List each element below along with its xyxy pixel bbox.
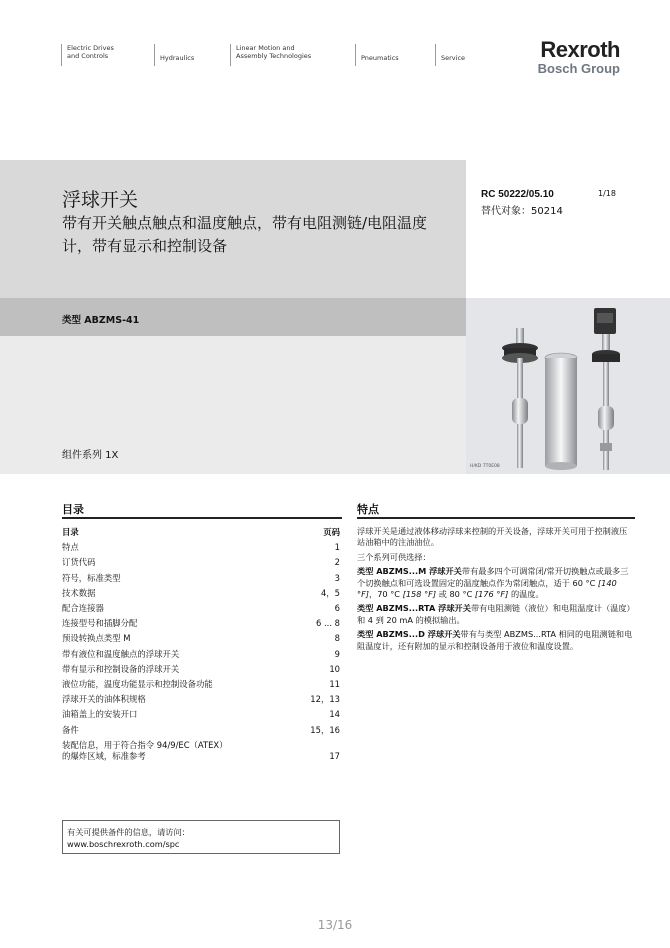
toc-row-text: 带有液位和温度触点的浮球开关 (62, 648, 180, 659)
nav-label: Pneumatics (361, 54, 399, 62)
nav-label: Hydraulics (160, 54, 195, 62)
features-paragraph: 三个系列可供选择： (357, 551, 431, 562)
spare-parts-note (62, 820, 340, 854)
toc-row-page: 2 (334, 557, 340, 568)
toc-row-text: 预设转换点类型 M (62, 633, 131, 644)
document-code: RC 50222/05.10 (481, 189, 554, 200)
toc-row[interactable] (62, 677, 342, 692)
page-count: 1/18 (598, 189, 616, 198)
nav-electric-drives[interactable] (61, 44, 151, 66)
features-paragraph-d (357, 629, 635, 652)
series-label: 组件系列 1X (62, 450, 119, 461)
toc-heading: 目录 (62, 503, 84, 516)
nav-pneumatics[interactable] (355, 44, 430, 66)
type-m-desc-3: 或 80 °C (438, 589, 473, 600)
toc-row-page: 6 (334, 603, 340, 614)
toc-row[interactable] (62, 616, 342, 631)
type-m-desc: 带有最多四个可调常闭/常开切换触点或最多三个切换触点和可选设置固定的温度触点作为常闭触点，适于 60 °C (357, 566, 629, 588)
replaces-label: 替代对象：50214 (481, 206, 563, 217)
toc-row-page: 15，16 (310, 724, 340, 735)
type-d-desc: 带有与类型 ABZMS...RTA 相同的电阻测链和电阻温度计，还有附加的显示和控制设备用于液位和温度设置。 (357, 629, 633, 651)
toc-row-text-line2: 的爆炸区域，标准参考 (62, 750, 146, 761)
toc-row-page: 1 (334, 542, 340, 553)
nav-label-line2: Assembly Technologies (236, 52, 312, 60)
nav-label: Service (441, 54, 466, 62)
toc-row-page: 9 (334, 648, 340, 659)
toc-row[interactable] (62, 692, 342, 707)
nav-linear-motion[interactable] (230, 44, 350, 66)
nav-hydraulics[interactable] (154, 44, 226, 66)
float-switch-illustration (466, 298, 670, 474)
note-text: 有关可提供备件的信息，请访问： (67, 827, 190, 837)
toc-row-page: 17 (329, 750, 340, 761)
page-title: 浮球开关 (62, 189, 139, 211)
toc-row-page: 14 (329, 709, 340, 720)
toc-row-text: 油箱盖上的安装开口 (62, 709, 138, 720)
toc-row-text: 液位功能，温度功能显示和控制设备功能 (62, 679, 213, 690)
temp-f-1: [140 °F] (357, 577, 617, 600)
temp-f-2: [158 °F] (402, 589, 437, 600)
toc-row-page: 12，13 (310, 694, 340, 705)
toc-row[interactable] (62, 738, 342, 762)
toc-row[interactable] (62, 540, 342, 555)
nav-label-line2: and Controls (67, 52, 109, 60)
toc-row[interactable] (62, 647, 342, 662)
toc-row-page: 4，5 (320, 587, 340, 598)
toc-row-text: 技术数据 (62, 587, 96, 598)
toc-row[interactable] (62, 631, 342, 646)
type-m-name: 类型 ABZMS...M 浮球开关 (357, 566, 462, 577)
toc-row[interactable] (62, 723, 342, 738)
toc-row-text: 符号，标准类型 (62, 572, 121, 583)
temp-f-3: [176 °F] (474, 589, 509, 600)
features-paragraph-rta (357, 603, 635, 626)
page-number: 13/16 (317, 918, 353, 932)
nav-service[interactable] (435, 44, 490, 66)
toc-row-text: 订货代码 (62, 557, 96, 568)
toc-rule (62, 517, 342, 519)
nav-label-line1: Electric Drives (67, 44, 114, 52)
spare-parts-link[interactable]: www.boschrexroth.com/spc (67, 839, 180, 849)
features-text (357, 526, 635, 655)
toc-row[interactable] (62, 571, 342, 586)
features-heading: 特点 (357, 503, 379, 516)
page-subtitle: 带有开关触点触点和温度触点，带有电阻测链/电阻温度计，带有显示和控制设备 (62, 214, 428, 255)
toc-row-text-line1: 装配信息，用于符合指令 94/9/EC（ATEX） (62, 739, 228, 750)
toc-col-page: 页码 (323, 527, 340, 537)
toc-row-text: 配合连接器 (62, 603, 104, 614)
toc-row-text: 备件 (62, 724, 79, 735)
toc-row[interactable] (62, 586, 342, 601)
features-paragraph-m (357, 566, 635, 600)
photo-id: H/KD 7T0E08 (470, 464, 500, 469)
type-m-desc-4: 的温度。 (510, 589, 544, 600)
toc-row-text: 带有显示和控制设备的浮球开关 (62, 663, 180, 674)
table-of-contents (62, 525, 342, 762)
rexroth-logo (538, 38, 620, 76)
brand-subtitle: Bosch Group (537, 61, 620, 76)
toc-row-page: 3 (334, 572, 340, 583)
type-m-desc-2: ，70 °C (369, 589, 401, 600)
toc-row-page: 11 (329, 679, 340, 690)
features-paragraph: 浮球开关是通过液体移动浮球来控制的开关设备，浮球开关可用于控制液压站油箱中的注油油位。 (357, 526, 628, 548)
type-label: 类型 ABZMS-41 (62, 315, 140, 326)
toc-row-page: 10 (329, 663, 340, 674)
toc-row[interactable] (62, 707, 342, 722)
toc-row[interactable] (62, 662, 342, 677)
toc-row-text: 浮球开关的油体积规格 (62, 694, 146, 705)
type-rta-desc: 带有电阻测链（液位）和电阻温度计（温度）和 4 到 20 mA 的模拟输出。 (357, 603, 635, 625)
toc-row[interactable] (62, 555, 342, 570)
type-d-name: 类型 ABZMS...D 浮球开关 (357, 629, 461, 640)
toc-col-content: 目录 (62, 527, 79, 537)
toc-header-row (62, 525, 342, 540)
features-rule (357, 517, 635, 519)
toc-rows (62, 540, 342, 738)
toc-row[interactable] (62, 601, 342, 616)
type-rta-name: 类型 ABZMS...RTA 浮球开关 (357, 603, 471, 614)
toc-row-page: 8 (334, 633, 340, 644)
brand-name: Rexroth (540, 37, 620, 62)
toc-row-page: 6 ... 8 (316, 618, 340, 629)
toc-row-text: 特点 (62, 542, 79, 553)
nav-label-line1: Linear Motion and (236, 44, 295, 52)
toc-row-text: 连接型号和插脚分配 (62, 618, 138, 629)
product-photo (466, 298, 670, 474)
